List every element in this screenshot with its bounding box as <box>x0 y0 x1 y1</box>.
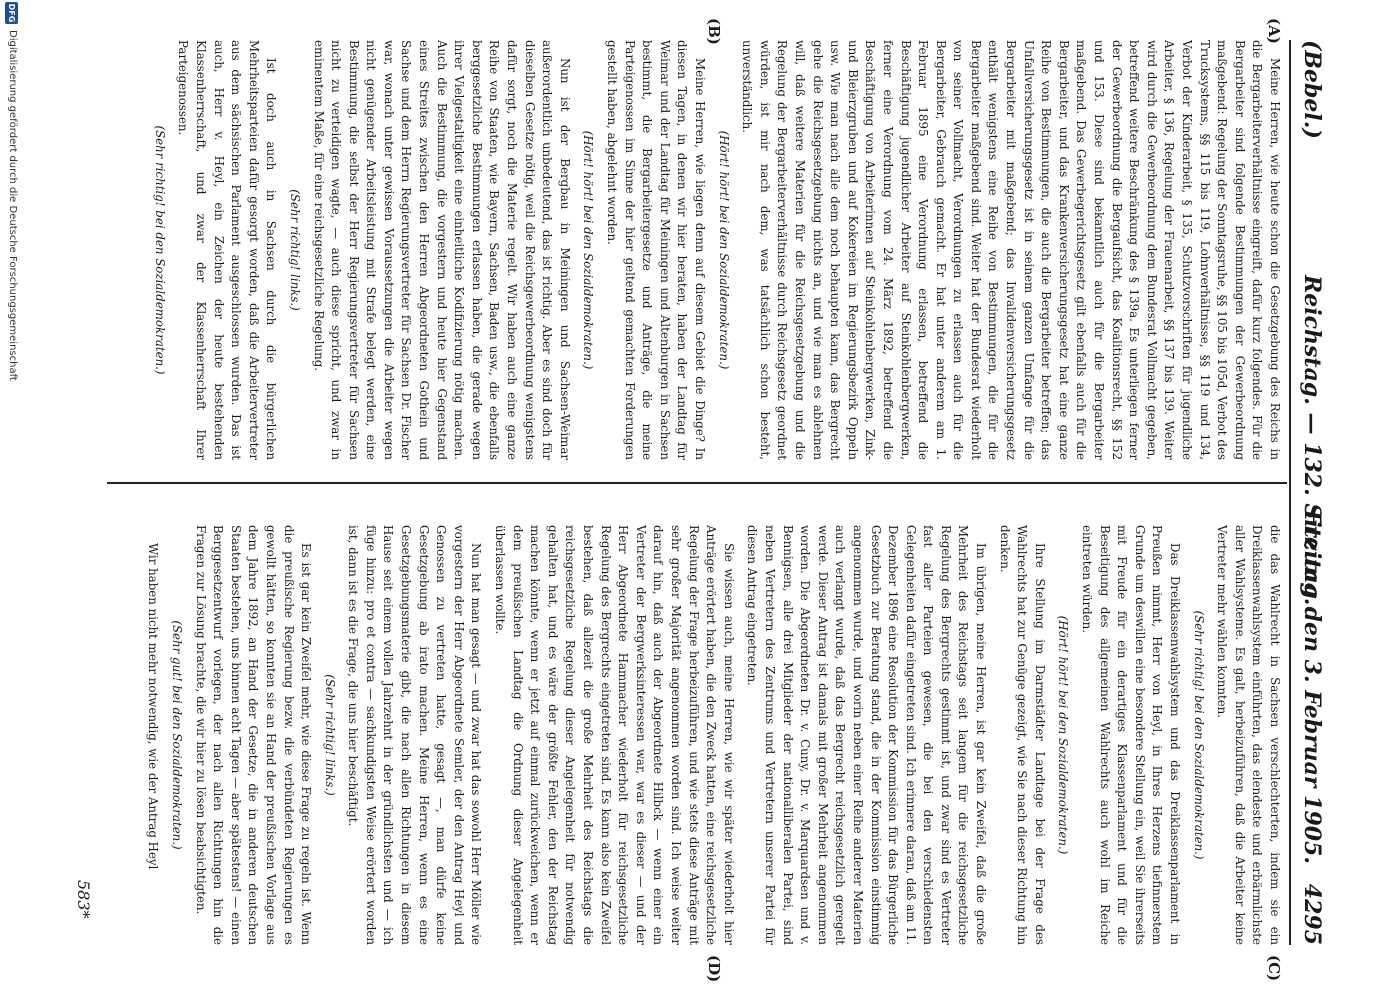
dfg-logo: DFG <box>7 3 16 23</box>
page-number: 4295 <box>1299 883 1325 945</box>
left-column <box>113 40 1283 460</box>
paragraph: Nun ist der Bergbau in Meiningen und Sachsen-Weimar außerordentlich unbedeutend, das ist richtig. Aber es sind doch für dieselben Gesetze nötig, weil die Reichsgewerbeordnung wenigstens dafür sorgt, noch die Materie regelt. Wir haben auch eine ganze Reihe von Staaten, wie Bayern, Sachsen, Baden usw., die ebenfalls berggesetzliche Bestimmungen erlassen haben, die gerade wegen ihrer Vielgestaltigkeit eine einheitliche Kodifizierung nötig machen. Auch die Bestimmung, die vorgestern und heute hier Gegenstand eines Streites zwischen den Herren Abgeordneten Gothein und Sachse und dem Herrn Regierungsvertreter für Sachsen Dr. Fischer war, wonach unter gewissen Voraussetzungen die Arbeiter wegen nicht genügender Arbeitsleistung mit Strafe belegt werden, eine Bestimmung, die selbst der Herr Regierungsvertreter für Sachsen nicht zu verteidigen wagte, — auch diese spricht, und zwar in eminentem Maße, für eine reichsgesetzliche Regelung. <box>311 40 572 460</box>
running-header <box>1295 40 1331 945</box>
paragraph: Meine Herren, wie heute schon die Gesetzgebung des Reichs in die Bergarbeiterverhältnisse eingreift, dafür kurz folgendes. Für die Bergarbeiter sind folgende Bestimmungen der Gewerbeordnung maßgebend: Regelung der Sonntagsruhe, §§ 105 bis 105d, Verbot des Trucksystems, §§ 115 bis 119, Lohnverhältnisse, §§ 119 und 134, Verbot der Kinderarbeit, § 135, Schutzvorschriften für jugendliche Arbeiter, § 136, Regelung der Frauenarbeit, §§ 137 bis 139. Weiter wird durch die Gewerbeordnung dem Bundesrat Vollmacht gegeben, betreffend weitere Beschränkung des § 139a. Es unterliegen ferner der Gewerbeordnung die Bergaufsicht, das Koalitionsrecht, §§ 152 und 153. Diese sind bekanntlich auch für die Bergarbeiter maßgebend. Das Gewerbegerichtsgesetz gilt ebenfalls auch für die Bergarbeiter, und das Krankenversicherungsgesetz hat eine ganze Reihe von Bestimmungen, die auch die Bergarbeiter betreffen; das Unfallversicherungsgesetz ist in seinem ganzen Umfange für die Bergarbeiter mit maßgebend; das Invalidenversicherungsgesetz enthält wenigstens eine Reihe von Bestimmungen, die für die Bergarbeiter maßgebend sind. Weiter hat der Bundesrat wiederholt von seiner Vollmacht, Verordnungen zu erlassen auch für die Bergarbeiter, Gebrauch gemacht. Er hat unter anderem am 1. Februar 1895 eine Verordnung erlassen, betreffend die Beschäftigung jugendlicher Arbeiter auf Steinkohlenbergwerken, ferner eine Verordnung vom 24. März 1892, betreffend die Beschäftigung von Arbeiterinnen auf Steinkohlenbergwerken, Zink- und Bleierzgruben und auf Kokereien im Regierungsbezirk Oppeln usw. Wie man nach alle dem noch behaupten kann, das Bergrecht gehe die Reichsgesetzgebung nichts an, und wie man es ablehnen will, daß weitere Materien für die Reichsgesetzgebung und die Regelung der Bergarbeiterverhältnisse durch Reichsgesetz geordnet würden, ist mir nach dem, was tatsächlich schon besteht, unverständlich. <box>740 40 1282 460</box>
interjection: (Hört! hört! bei den Sozialdemokraten.) <box>716 130 731 370</box>
margin-mark-a: (A) <box>1265 18 1283 44</box>
digitization-notice: Digitalisierung gefördert durch die Deutsche Forschungsgemeinschaft <box>7 30 18 381</box>
session-title: Reichstag. — 132. Sitzung. <box>1299 275 1325 606</box>
interjection: (Sehr richtig! links.) <box>287 189 302 311</box>
right-column <box>113 525 1283 945</box>
paragraph: Das Dreiklassenwahlsystem und das Dreiklassenparlament in Preußen nimmt, Herr von Heyl, in Ihres Herzens tiefinnerstem Grunde um deswillen eine besondere Stellung ein, weil Sie ihrerseits mit Freude für ein derartiges Klassenparlament und für die Beseitigung des allgemeinen Wahlrechts auch wohl im Reiche eintreten würden. <box>1080 525 1183 945</box>
paragraph: Nun hat man gesagt — und zwar hat das sowohl Herr Möller wie vorgestern der Herr Abgeordnete Semler, der den Antrag Heyl und Genossen zu vertreten hatte, gesagt —, man dürfe keine Gesetzgebung ab irato machen. Meine Herren, wenn es eine Gesetzgebungsmaterie gibt, die nach allen Richtungen in diesem Hause seit einem vollen Jahrzehnt in der gründlichsten und — ich füge hinzu: pro et contra — sachkundigsten Weise erörtert worden ist, dann ist es die Frage, die uns hier beschäftigt. <box>346 525 484 945</box>
interjection: (Hört! hört! bei den Sozialdemokraten.) <box>1056 615 1071 855</box>
interjection: (Hört! hört! bei den Sozialdemokraten.) <box>581 130 596 370</box>
paragraph: Im übrigen, meine Herren, ist gar kein Zweifel, daß die große Mehrheit des Reichstags seit langem für die reichsgesetzliche Regelung des Bergrechts gestimmt ist, und zwar sind es Vertreter fast aller Parteien gewesen, die bei den verschiedensten Gelegenheiten dafür eingetreten sind. Ich erinnere daran, daß am 11. Dezember 1896 eine Resolution der Kommission für das Bürgerliche Gesetzbuch zur Beratung stand, die in der Kommission einstimmig angenommen wurde, und worin neben einer Reihe anderer Materien auch verlangt wurde, daß das Bergrecht reichsgesetzlich geregelt werde. Dieser Antrag ist damals mit großer Mehrheit angenommen worden. Die Abgeordneten Dr. v. Cuny, Dr. v. Marquardsen und v. Bennigsen, alle drei Mitglieder der nationalliberalen Partei, sind neben Vertretern des Zentrums und Vertretern unserer Partei für diesen Antrag eingetreten. <box>745 525 989 945</box>
paragraph: Ist doch auch in Sachsen durch die bürgerlichen Mehrheitsparteien dafür gesorgt worden, daß die Arbeitervertreter aus dem sächsischen Parlament ausgeschlossen wurden. Das ist auch, Herr v. Heyl, ein Zeichen der heute bestehenden Klassenherrschaft, und zwar der Klassenherrschaft Ihrer Parteigenossen. <box>176 40 279 460</box>
signature-code: 583* <box>74 880 93 919</box>
paragraph: Meine Herren, wie liegen denn auf diesem Gebiet die Dinge? In diesen Tagen, in denen wir hier beraten, haben der Landtag für Weimar und der Landtag für Meiningen und Altenburgen in Sachsen bestimmt, die Bergarbeitergesetze und Anträge, die meine Parteigenossen im Sinne der hier geltend gemachten Forderungen gestellt haben, abgelehnt worden. <box>605 40 707 460</box>
paragraph: Es ist gar kein Zweifel mehr, wie diese Frage zu regeln ist. Wenn die preußische Regierung bezw. die verbündeten Regierungen es gewollt hätten, so konnten sie an Hand der preußischen Vorlage aus dem Jahre 1892, an Hand der Gesetze, die in anderen deutschen Staaten bestehen, uns binnen acht Tagen — aber spätestens! — einen Berggesetzentwurf vorlegen, der nach allen Richtungen hin die Fragen zur Lösung brachte, die wir hier zu lösen beabsichtigten. <box>193 525 314 945</box>
column-divider <box>107 482 1287 484</box>
interjection: (Sehr richtig! bei den Sozialdemokraten.) <box>152 125 167 375</box>
interjection: (Sehr richtig! bei den Sozialdemokraten.) <box>1191 610 1206 860</box>
speaker-name: (Bebel.) <box>1299 40 1325 139</box>
paragraph: Wir haben nicht mehr notwendig, wie der Antrag Heyl <box>146 543 161 870</box>
paragraph: Sie wissen auch, meine Herren, wie wir später wiederholt hier Anträge erörtert haben, die den Zweck hatten, eine reichsgesetzliche Regelung der Frage herbeizuführen, und wie stets diese Anträge mit sehr großer Majorität angenommen worden sind. Ich weise weiter darauf hin, daß auch der Abgeordnete Hilbck — wenn einer ein Vertreter der Bergwerksinteressen war, war es dieser — und der Herr Abgeordnete Hammacher wiederholt für reichsgesetzliche Regelung des Bergrechts eingetreten sind. Es kann also kein Zweifel bestehen, daß allezeit die große Mehrheit des Reichstags die reichsgesetzliche Regelung dieser Angelegenheit für notwendig gehalten hat, und es wäre der größte Fehler, den der Reichstag machen könnte, wenn er jetzt auf einmal zurückweichen, wenn er dem preußischen Landtag die Ordnung dieser Angelegenheit überlassen wollte. <box>493 525 736 945</box>
paragraph: Ihre Stellung im Darmstädter Landtage bei der Frage des Wahlrechts hat zur Genüge gezeigt, wie Sie nach dieser Richtung hin denken. <box>997 525 1047 945</box>
margin-mark-c: (C) <box>1265 955 1283 982</box>
margin-mark-b: (B) <box>705 18 723 45</box>
paragraph: die das Wahlrecht in Sachsen verschlechterten, indem sie ein Dreiklassenwahlsystem einführten, das elendeste und erbärmlichste aller Wahlsysteme. Es galt, herbeizuführen, daß die Arbeiter keine Vertreter mehr wählen konnten. <box>1215 525 1282 945</box>
header-rule <box>1289 40 1291 945</box>
session-date: Freitag den 3. Februar 1905. <box>1299 510 1325 865</box>
margin-mark-d: (D) <box>705 955 723 983</box>
interjection: (Sehr richtig! links.) <box>322 674 337 796</box>
digitization-strip <box>0 0 21 1000</box>
interjection: (Sehr gut! bei den Sozialdemokraten.) <box>169 620 184 850</box>
